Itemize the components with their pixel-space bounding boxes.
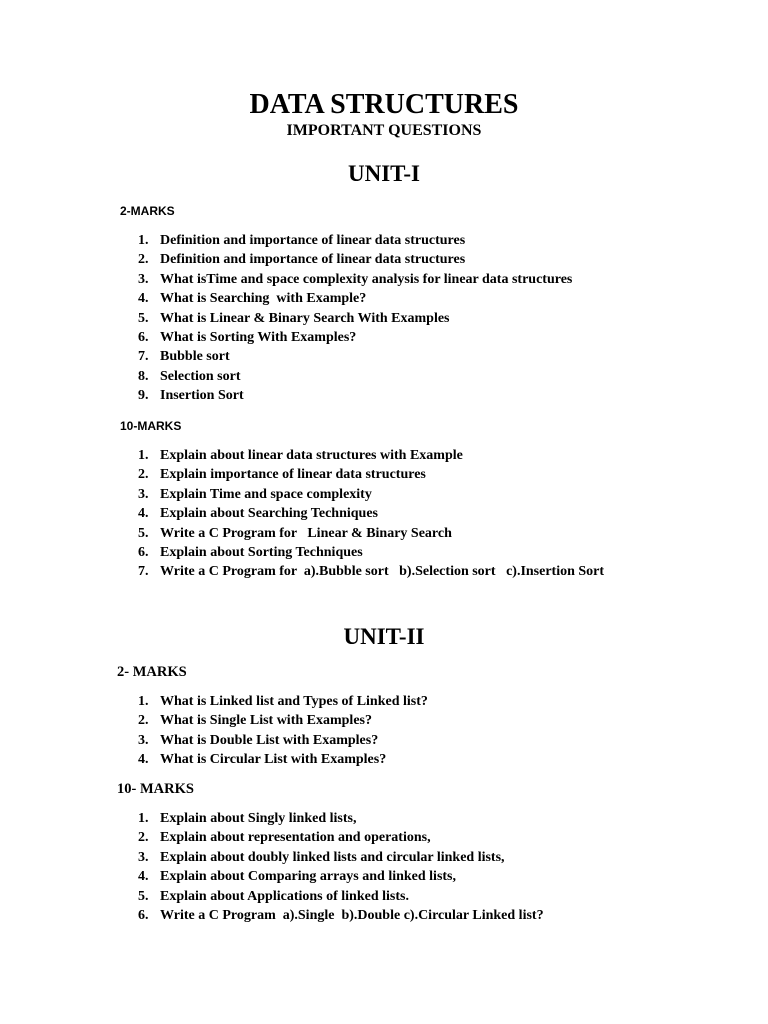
document-subtitle: IMPORTANT QUESTIONS (286, 122, 482, 139)
list-item: 8. Selection sort (138, 368, 241, 384)
list-item: 6. Write a C Program a).Single b).Double c).Circular Linked list? (138, 907, 544, 923)
list-item: 5. What is Linear & Binary Search With Examples (138, 310, 450, 326)
question-list-unit1-2marks (138, 231, 573, 406)
question-list-unit2-10marks (138, 809, 544, 925)
list-item: 1. What is Linked list and Types of Linked list? (138, 694, 428, 709)
list-item: 3. What isTime and space complexity analysis for linear data structures (138, 271, 573, 287)
list-item: 1. Explain about Singly linked lists, (138, 811, 357, 826)
list-item: 3. Explain Time and space complexity (138, 486, 372, 502)
list-item: 2. What is Single List with Examples? (138, 713, 372, 729)
list-item: 2. Explain importance of linear data structures (138, 467, 426, 483)
question-list-unit1-10marks (138, 446, 605, 582)
list-item: 4. Explain about Searching Techniques (138, 506, 378, 522)
list-item: 9. Insertion Sort (138, 388, 244, 404)
list-item: 2. Explain about representation and operations, (138, 830, 431, 846)
question-list-unit2-2marks (138, 692, 428, 770)
section-label-unit2-10marks: 10- MARKS (117, 781, 194, 797)
list-item: 7. Write a C Program for a).Bubble sort b).Selection sort c).Insertion Sort (138, 564, 605, 580)
list-item: 2. Definition and importance of linear data structures (138, 252, 466, 268)
list-item: 5. Write a C Program for Linear & Binary Search (138, 525, 452, 541)
list-item: 7. Bubble sort (138, 349, 230, 365)
list-item: 4. What is Circular List with Examples? (138, 752, 387, 768)
section-label-unit2-2marks: 2- MARKS (117, 664, 187, 680)
list-item: 3. Explain about doubly linked lists and circular linked lists, (138, 849, 505, 865)
unit-heading-1: UNIT-I (347, 161, 420, 186)
section-label-unit1-10marks: 10-MARKS (120, 419, 182, 433)
list-item: 6. What is Sorting With Examples? (138, 329, 357, 345)
list-item: 4. What is Searching with Example? (138, 291, 367, 307)
list-item: 4. Explain about Comparing arrays and linked lists, (138, 869, 457, 885)
list-item: 3. What is Double List with Examples? (138, 732, 379, 748)
list-item: 6. Explain about Sorting Techniques (138, 544, 363, 560)
list-item: 1. Definition and importance of linear data structures (138, 233, 466, 248)
document-title: DATA STRUCTURES (249, 89, 519, 120)
list-item: 1. Explain about linear data structures with Example (138, 448, 463, 463)
list-item: 5. Explain about Applications of linked lists. (138, 888, 409, 904)
section-label-unit1-2marks: 2-MARKS (120, 204, 175, 218)
unit-heading-2: UNIT-II (343, 624, 425, 649)
